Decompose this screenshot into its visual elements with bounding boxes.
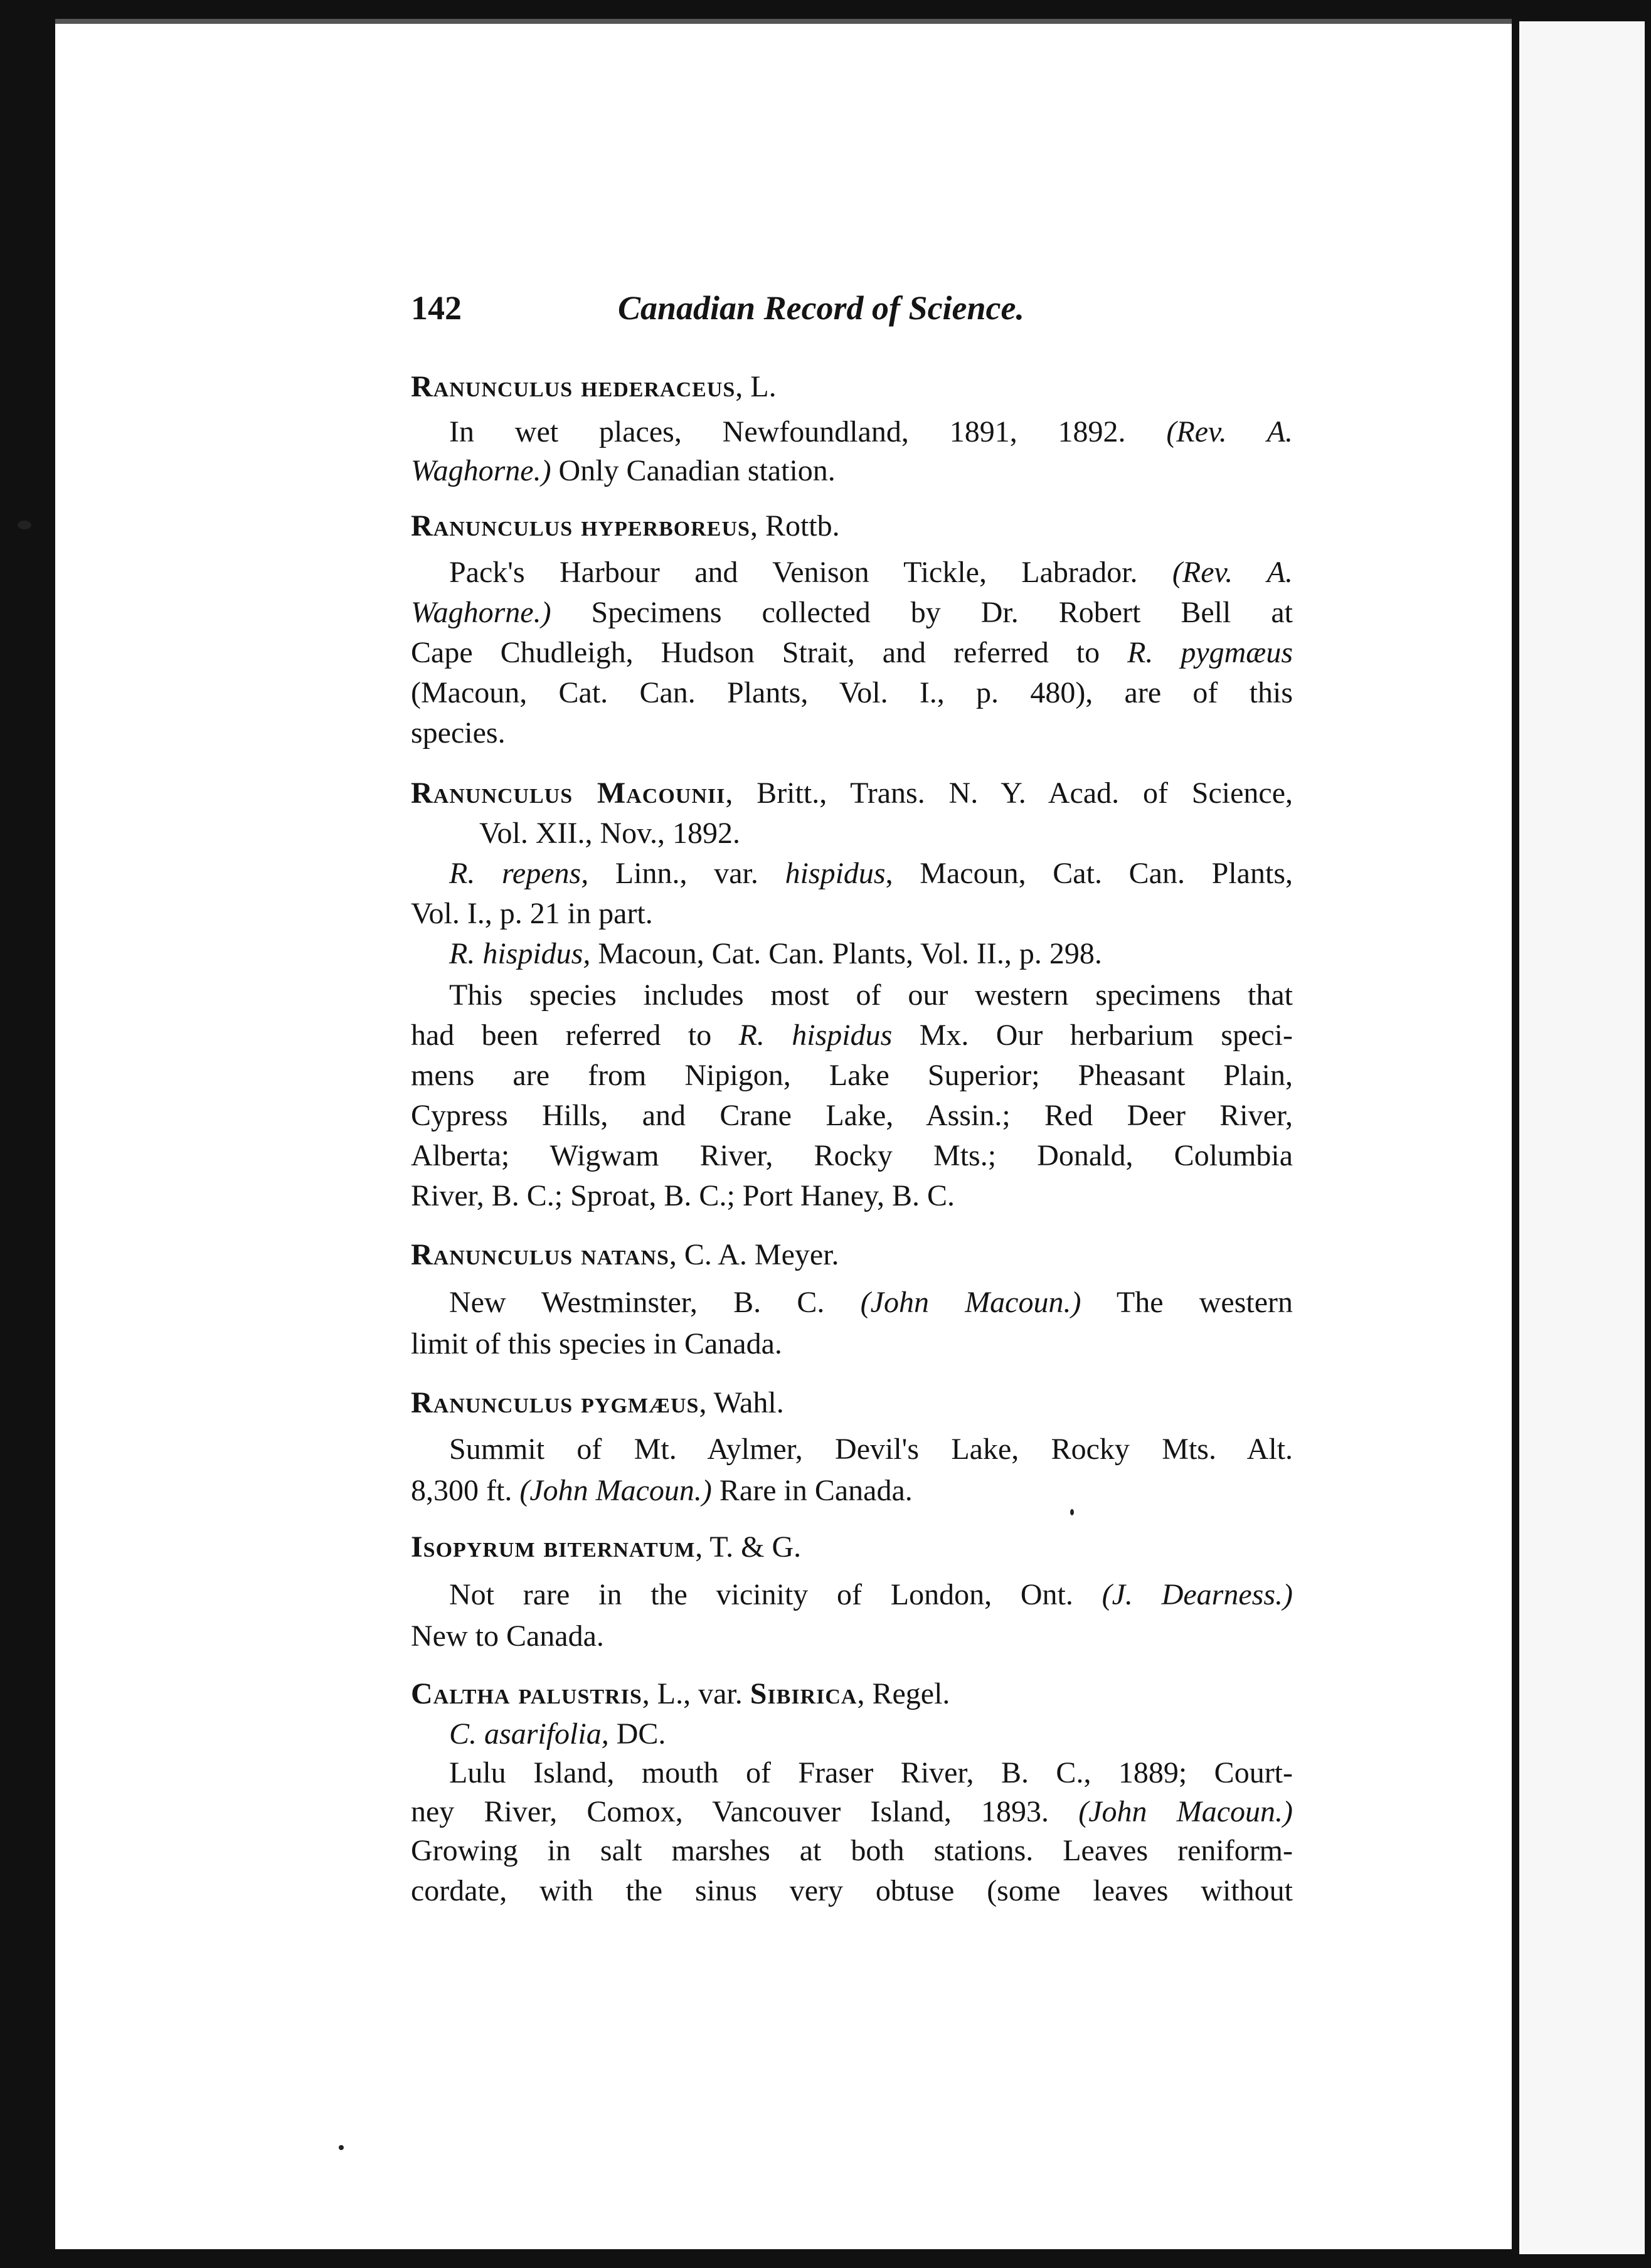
text-line: Pack's Harbour and Venison Tickle, Labrador. (Rev. A. xyxy=(449,556,1293,589)
facing-page-edge xyxy=(1519,21,1645,2254)
species-heading: Ranunculus hyperboreus, Rottb. xyxy=(411,509,840,543)
text-line: Cape Chudleigh, Hudson Strait, and referred to R. pygmæus xyxy=(411,636,1293,669)
text-line: R. repens, Linn., var. hispidus, Macoun, Cat. Can. Plants, xyxy=(449,857,1293,890)
text-line: New Westminster, B. C. (John Macoun.) The western xyxy=(449,1286,1293,1319)
text-line: species. xyxy=(411,716,506,750)
text-line: Not rare in the vicinity of London, Ont. (J. Dearness.) xyxy=(449,1578,1293,1611)
text-line: Lulu Island, mouth of Fraser River, B. C., 1889; Court- xyxy=(449,1756,1293,1789)
text-line: Vol. XII., Nov., 1892. xyxy=(479,817,740,850)
text-line: ney River, Comox, Vancouver Island, 1893. (John Macoun.) xyxy=(411,1795,1293,1828)
text-line: Waghorne.) Only Canadian station. xyxy=(411,454,836,487)
text-line: This species includes most of our western specimens that xyxy=(449,978,1293,1012)
text-line: Vol. I., p. 21 in part. xyxy=(411,897,653,930)
text-line: Cypress Hills, and Crane Lake, Assin.; Red Deer River, xyxy=(411,1099,1293,1132)
text-line: C. asarifolia, DC. xyxy=(449,1717,666,1751)
species-heading: Ranunculus hederaceus, L. xyxy=(411,370,777,403)
text-line: R. hispidus, Macoun, Cat. Can. Plants, Vol. II., p. 298. xyxy=(449,937,1102,970)
scan-mark xyxy=(1070,1509,1074,1515)
text-line: New to Canada. xyxy=(411,1619,604,1653)
text-line: Alberta; Wigwam River, Rocky Mts.; Donald, Columbia xyxy=(411,1139,1293,1172)
scan-mark xyxy=(18,521,31,529)
text-line: Waghorne.) Specimens collected by Dr. Robert Bell at xyxy=(411,596,1293,629)
text-line: River, B. C.; Sproat, B. C.; Port Haney, B. C. xyxy=(411,1179,955,1212)
scan-mark xyxy=(339,2145,344,2150)
species-heading: Isopyrum biternatum, T. & G. xyxy=(411,1530,802,1564)
text-line: (Macoun, Cat. Can. Plants, Vol. I., p. 480), are of this xyxy=(411,676,1293,709)
running-header xyxy=(411,289,1076,332)
species-heading: Ranunculus natans, C. A. Meyer. xyxy=(411,1238,839,1271)
species-heading: Ranunculus Macounii, Britt., Trans. N. Y. Acad. of Science, xyxy=(411,776,1293,810)
text-line: In wet places, Newfoundland, 1891, 1892. (Rev. A. xyxy=(449,415,1293,448)
text-line: 8,300 ft. (John Macoun.) Rare in Canada. xyxy=(411,1474,913,1507)
page-top-edge xyxy=(55,19,1512,24)
text-line: limit of this species in Canada. xyxy=(411,1327,782,1360)
text-line: had been referred to R. hispidus Mx. Our herbarium speci- xyxy=(411,1019,1293,1052)
page-number: 142 xyxy=(411,289,462,327)
journal-title: Canadian Record of Science. xyxy=(618,289,1024,327)
text-line: Growing in salt marshes at both stations. Leaves reniform- xyxy=(411,1834,1293,1867)
species-heading: Ranunculus pygmæus, Wahl. xyxy=(411,1386,784,1419)
text-line: mens are from Nipigon, Lake Superior; Pheasant Plain, xyxy=(411,1059,1293,1092)
text-line: cordate, with the sinus very obtuse (some leaves without xyxy=(411,1874,1293,1907)
species-heading: Caltha palustris, L., var. Sibirica, Regel. xyxy=(411,1677,950,1710)
text-line: Summit of Mt. Aylmer, Devil's Lake, Rocky Mts. Alt. xyxy=(449,1433,1293,1466)
